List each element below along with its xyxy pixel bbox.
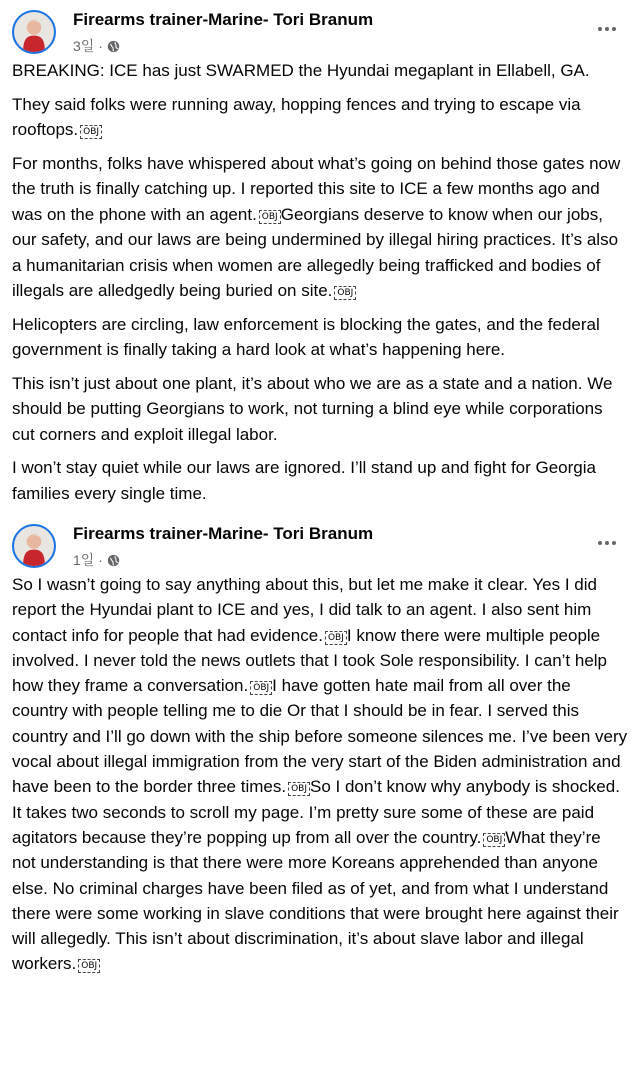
paragraph-text: I have gotten hate mail from all over the country with people telling me to die Or that I should be in fear. I served this country and I’ll go down with the ship before someone silences me. I’ve been very vocal about illegal immigration from the very start of the Biden administration and have been to the border three times. [12, 676, 628, 797]
author-name[interactable]: Firearms trainer-Marine- Tori Branum [73, 524, 374, 543]
post-paragraph [12, 312, 628, 363]
post-header [0, 0, 640, 58]
obj-placeholder-icon: OBJ [80, 125, 102, 139]
more-dot [605, 541, 609, 545]
obj-placeholder-icon: OBJ [483, 833, 505, 847]
avatar[interactable] [12, 10, 56, 54]
paragraph-text: Georgians deserve to know when our jobs, our safety, and our laws are being undermined by illegal hiring practices. It’s also a humanitarian crisis when women are allegedly being trafficked and bodies of illegals are alledgedly being buried on site. [12, 204, 619, 300]
paragraph-text: For months, folks have whispered about what’s going on behind those gates now the truth is finally catching up. I reported this site to ICE a few months ago and was on the phone with an agent. [12, 153, 621, 224]
more-dot [605, 27, 609, 31]
globe-icon [107, 554, 120, 567]
post-time[interactable]: 1일 · [73, 552, 103, 568]
obj-placeholder-icon: OBJ [288, 782, 310, 796]
post-meta [73, 36, 120, 56]
author-name[interactable]: Firearms trainer-Marine- Tori Branum [73, 10, 374, 29]
avatar[interactable] [12, 524, 56, 568]
obj-placeholder-icon: OBJ [250, 681, 272, 695]
post-paragraph [12, 58, 628, 84]
post-paragraph [12, 455, 628, 506]
avatar-image [14, 12, 54, 52]
paragraph-text: What they’re not understanding is that there were more Koreans apprehended than anyone else. No criminal charges have been filed as of yet, and from what I understand there were some working in slave conditions that were brought here against their will allegedly. This isn’t about discrimination, it’s about slave labor and illegal workers. [12, 827, 619, 974]
post-paragraph [12, 572, 628, 977]
avatar-image [14, 526, 54, 566]
post-2 [0, 514, 640, 977]
post-1 [0, 0, 640, 506]
more-options-button[interactable] [594, 16, 620, 42]
paragraph-text: BREAKING: ICE has just SWARMED the Hyundai megaplant in Ellabell, GA. [12, 61, 590, 80]
paragraph-text: They said folks were running away, hopping fences and trying to escape via rooftops. [12, 94, 581, 139]
obj-placeholder-icon: OBJ [78, 959, 100, 973]
post-paragraph [12, 151, 628, 304]
post-meta [73, 550, 120, 570]
post-paragraph [12, 371, 628, 448]
post-paragraph [12, 92, 628, 143]
more-dot [612, 541, 616, 545]
paragraph-text: I won’t stay quiet while our laws are ignored. I’ll stand up and fight for Georgia families every single time. [12, 458, 596, 503]
post-body [0, 572, 640, 977]
post-header [0, 514, 640, 572]
globe-icon [107, 40, 120, 53]
post-body [0, 58, 640, 506]
paragraph-text: This isn’t just about one plant, it’s about who we are as a state and a nation. We should be putting Georgians to work, not turning a blind eye while corporations cut corners and exploit illegal labor. [12, 373, 613, 444]
paragraph-text: I know there were multiple people involved. I never told the news outlets that I took Sole responsibility. I can’t help how they frame a conversation. [12, 625, 608, 696]
post-time[interactable]: 3일 · [73, 38, 103, 54]
obj-placeholder-icon: OBJ [325, 631, 347, 645]
paragraph-text: So I wasn’t going to say anything about this, but let me make it clear. Yes I did report the Hyundai plant to ICE and yes, I did talk to an agent. I also sent him contact info for people that had evidence. [12, 575, 597, 645]
obj-placeholder-icon: OBJ [259, 210, 281, 224]
more-dot [598, 27, 602, 31]
more-dot [598, 541, 602, 545]
paragraph-text: Helicopters are circling, law enforcement is blocking the gates, and the federal government is finally taking a hard look at what’s happening here. [12, 314, 600, 359]
more-options-button[interactable] [594, 530, 620, 556]
obj-placeholder-icon: OBJ [334, 286, 356, 300]
paragraph-text: So I don’t know why anybody is shocked. It takes two seconds to scroll my page. I’m pretty sure some of these are paid agitators because they’re popping up from all over the country. [12, 777, 620, 847]
more-dot [612, 27, 616, 31]
